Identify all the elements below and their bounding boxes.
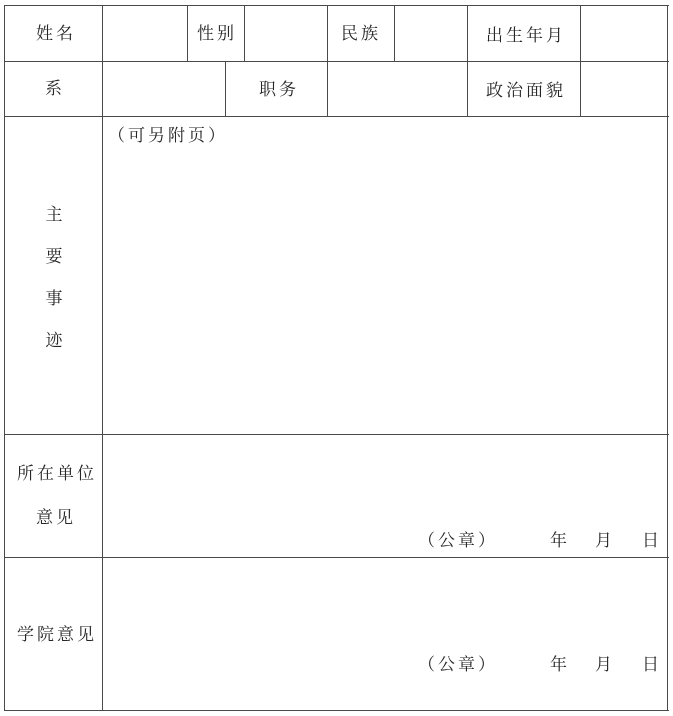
- political-status-label: 政治面貌: [486, 81, 566, 101]
- unit-seal-label: （公章）: [418, 531, 498, 551]
- column-divider: [225, 61, 226, 117]
- achievements-label-char: 主: [45, 205, 63, 225]
- political-status-field[interactable]: [582, 63, 666, 115]
- row-divider: [4, 434, 669, 435]
- achievements-label-char: 要: [45, 247, 63, 267]
- unit-month-label: 月: [595, 531, 615, 551]
- unit-opinion-label-line1: 所在单位: [17, 464, 97, 484]
- achievements-field[interactable]: [104, 150, 666, 432]
- birth-date-label: 出生年月: [486, 26, 566, 46]
- unit-year-label: 年: [550, 531, 570, 551]
- department-label: 系: [45, 79, 65, 99]
- college-month-label: 月: [595, 655, 615, 675]
- department-field[interactable]: [104, 63, 224, 115]
- column-divider: [327, 5, 328, 62]
- table-border-left: [4, 5, 5, 711]
- gender-field[interactable]: [246, 7, 326, 60]
- position-label: 职务: [259, 80, 299, 100]
- row-divider: [4, 116, 669, 117]
- birth-date-field[interactable]: [582, 7, 666, 60]
- name-field[interactable]: [104, 7, 186, 60]
- name-label: 姓名: [36, 24, 76, 44]
- row-divider: [4, 557, 669, 558]
- achievements-label-char: 迹: [45, 331, 63, 351]
- ethnicity-label: 民族: [341, 24, 381, 44]
- gender-label: 性别: [197, 24, 237, 44]
- position-field[interactable]: [329, 63, 466, 115]
- column-divider: [187, 5, 188, 62]
- achievements-label-char: 事: [45, 289, 63, 309]
- college-year-label: 年: [550, 655, 570, 675]
- table-border-bottom: [4, 710, 669, 711]
- ethnicity-field[interactable]: [396, 7, 466, 60]
- unit-day-label: 日: [642, 531, 662, 551]
- attach-page-note: （可另附页）: [108, 126, 228, 146]
- column-divider: [467, 5, 468, 117]
- unit-opinion-label-line2: 意见: [36, 508, 76, 528]
- table-border-right: [667, 5, 668, 711]
- college-day-label: 日: [642, 655, 662, 675]
- college-opinion-label: 学院意见: [17, 625, 97, 645]
- college-seal-label: （公章）: [418, 655, 498, 675]
